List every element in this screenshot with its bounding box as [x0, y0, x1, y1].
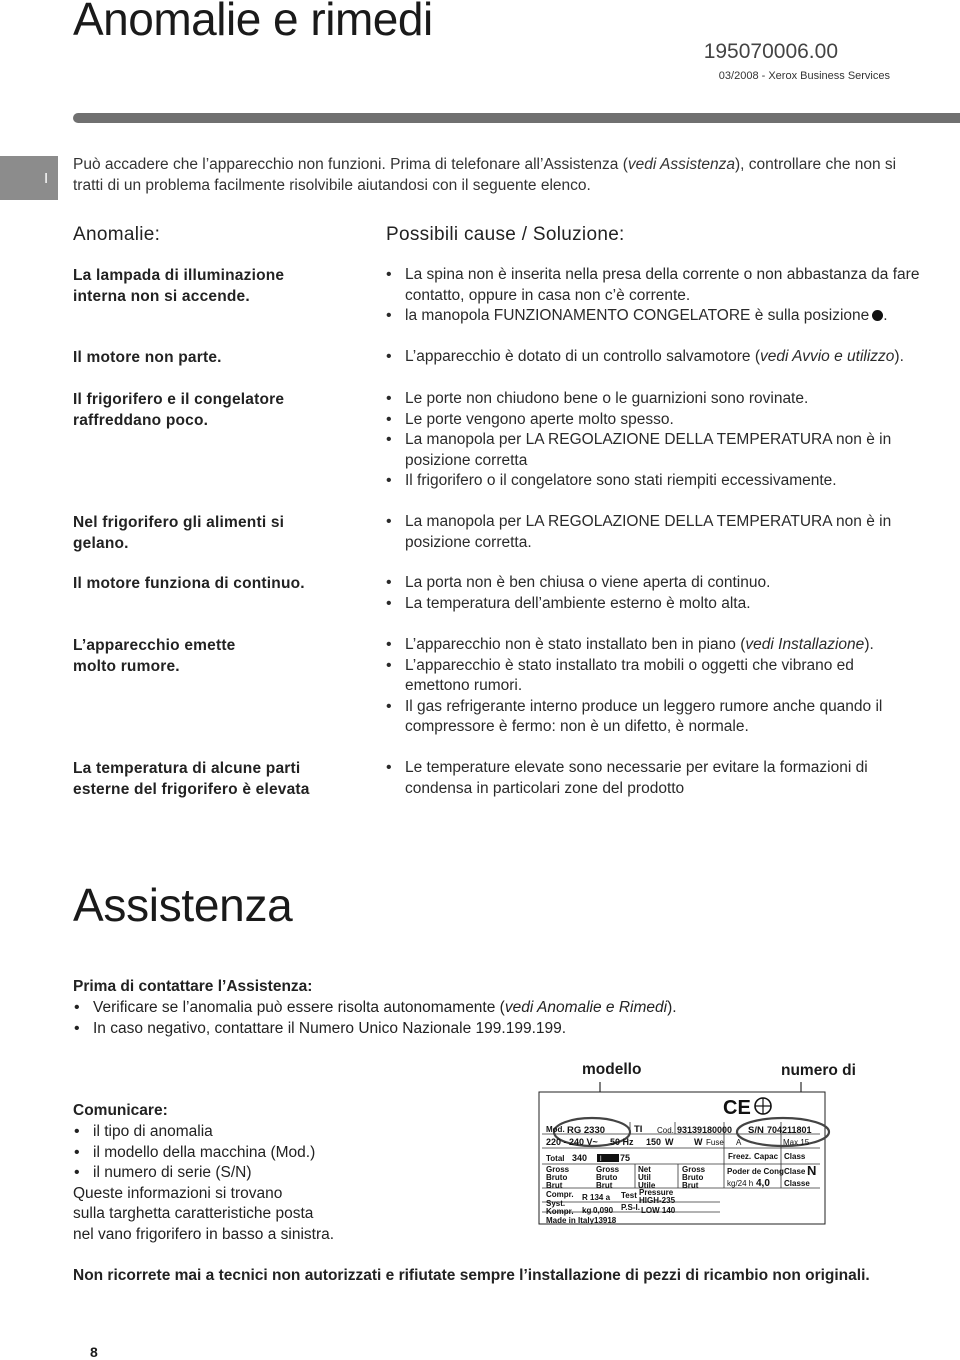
cause-item: • La manopola per LA REGOLAZIONE DELLA TEMPERATURA non è in posizione corretta. — [385, 512, 915, 553]
svg-text:Bruto: Bruto — [546, 1173, 568, 1182]
svg-text:340: 340 — [572, 1153, 588, 1163]
anomaly-low-cooling: Il frigorifero e il congelatore raffreddano poco. — [73, 391, 285, 429]
svg-text:Gross: Gross — [682, 1165, 706, 1174]
svg-text:Util: Util — [638, 1173, 651, 1182]
svg-text:4,0: 4,0 — [756, 1178, 770, 1189]
cause-item: • L’apparecchio è stato installato tra mobili o oggetti che vibrano ed emettono rumori. — [385, 656, 875, 697]
svg-text:Fuse: Fuse — [706, 1138, 724, 1147]
page-number: 8 — [90, 1344, 98, 1360]
svg-text:Freez.: Freez. — [728, 1152, 752, 1161]
info-line: Queste informazioni si trovano — [73, 1184, 283, 1202]
cause-item: • La porta non è ben chiusa o viene aperta di continuo. — [385, 573, 960, 594]
svg-text:TI: TI — [634, 1124, 643, 1135]
svg-text:Mod.: Mod. — [546, 1125, 565, 1134]
svg-text:A: A — [736, 1138, 742, 1147]
anomaly-motor-not-start: Il motore non parte. — [73, 349, 222, 366]
svg-text:Bruto: Bruto — [596, 1173, 618, 1182]
svg-text:Poder de Cong: Poder de Cong — [727, 1167, 784, 1176]
language-tab — [0, 156, 58, 200]
svg-text:Net: Net — [638, 1165, 651, 1174]
language-tab-label: I — [44, 170, 49, 187]
svg-text:S/N: S/N — [748, 1125, 764, 1136]
anomaly-hot-parts: La temperatura di alcune parti esterne del frigorifero è elevata — [73, 760, 310, 798]
intro-text-1: Può accadere che l’apparecchio non funzioni. Prima di telefonare all’Assistenza ( — [73, 156, 628, 173]
svg-text:Classe: Classe — [784, 1179, 810, 1188]
communicate-heading: Comunicare: — [73, 1102, 168, 1119]
svg-text:150: 150 — [646, 1137, 662, 1147]
rating-plate — [520, 1082, 860, 1232]
intro-reference: vedi Assistenza — [627, 156, 735, 173]
list-item: • il tipo di anomalia — [73, 1122, 393, 1143]
svg-text:Syst.: Syst. — [546, 1199, 566, 1208]
anomalies-heading: Anomalie: — [73, 224, 161, 245]
svg-text:N: N — [807, 1163, 817, 1178]
svg-text:CE: CE — [723, 1097, 751, 1119]
svg-text:704211801: 704211801 — [767, 1125, 812, 1135]
svg-text:RG 2330: RG 2330 — [567, 1125, 606, 1136]
filled-circle-icon — [872, 310, 883, 321]
svg-text:Brut: Brut — [682, 1181, 699, 1190]
causes-heading: Possibili cause / Soluzione: — [386, 224, 625, 245]
cause-item — [385, 635, 925, 656]
svg-text:Kompr.: Kompr. — [546, 1207, 574, 1216]
svg-text:50 Hz: 50 Hz — [610, 1137, 634, 1147]
list-item: • il modello della macchina (Mod.) — [73, 1143, 393, 1164]
svg-text:Gross: Gross — [546, 1165, 570, 1174]
cause-reference: vedi Avvio e utilizzo — [760, 348, 895, 365]
cause-reference: vedi Installazione — [745, 636, 865, 653]
svg-text:Max 15: Max 15 — [783, 1138, 810, 1147]
cause-item-text: la manopola FUNZIONAMENTO CONGELATORE è sulla posizione — [405, 307, 870, 324]
svg-text:93139180000: 93139180000 — [677, 1125, 733, 1135]
list-item: • il numero di serie (S/N) — [73, 1163, 393, 1184]
svg-text:Pressure: Pressure — [639, 1188, 674, 1197]
svg-text:Brut: Brut — [546, 1181, 563, 1190]
svg-text:220 - 240 V~: 220 - 240 V~ — [546, 1137, 598, 1147]
svg-text:Made in Italy: Made in Italy — [546, 1216, 595, 1225]
svg-text:kg: kg — [582, 1206, 592, 1215]
document-date: 03/2008 - Xerox Business Services — [718, 70, 890, 82]
svg-text:Gross: Gross — [596, 1165, 620, 1174]
page-title: Anomalie e rimedi — [73, 0, 433, 45]
causes-lamp — [385, 265, 960, 327]
svg-text:R 134 a: R 134 a — [582, 1193, 611, 1202]
svg-text:Clase: Clase — [784, 1167, 806, 1176]
cause-item: • Le temperature elevate sono necessarie per evitare la formazioni di condensa in particolari zone del prodotto — [385, 758, 915, 799]
svg-text:HIGH-235: HIGH-235 — [639, 1196, 676, 1205]
causes-freezing — [385, 512, 915, 553]
list-item-reference: vedi Anomalie e Rimedi — [504, 999, 668, 1016]
svg-text:Brut: Brut — [596, 1181, 613, 1190]
list-item-text: Verificare se l’anomalia può essere risolta autonomamente ( — [93, 999, 505, 1016]
svg-text:Test: Test — [621, 1191, 637, 1200]
svg-text:Compr.: Compr. — [546, 1190, 574, 1199]
anomaly-lamp: La lampada di illuminazione interna non si accende. — [73, 267, 285, 305]
svg-text:Class: Class — [784, 1152, 806, 1161]
svg-text:75: 75 — [620, 1153, 631, 1163]
svg-text:l: l — [600, 1156, 602, 1163]
svg-text:LOW 140: LOW 140 — [641, 1206, 676, 1215]
assistance-title: Assistenza — [73, 879, 293, 931]
svg-text:Total: Total — [546, 1154, 565, 1163]
document-number: 195070006.00 — [703, 40, 838, 63]
list-item-text: ). — [667, 999, 677, 1016]
before-contact-heading: Prima di contattare l’Assistenza: — [73, 978, 313, 995]
cause-item: • Il gas refrigerante interno produce un leggero rumore anche quando il compressore è fermo: non è un difetto, è normale. — [385, 697, 925, 738]
svg-text:Utile: Utile — [638, 1181, 656, 1190]
causes-cooling — [385, 389, 915, 492]
svg-text:W: W — [694, 1137, 703, 1147]
cause-item: • La temperatura dell’ambiente esterno è molto alta. — [385, 594, 960, 615]
causes-noise — [385, 635, 925, 738]
intro-text-2: ), controllare che non si tratti di un problema facilmente risolvibile aiutandosi con il seguente elenco. — [73, 156, 897, 194]
communicate-list — [73, 1122, 393, 1245]
svg-text:Cod.: Cod. — [657, 1126, 674, 1135]
info-line: sulla targhetta caratteristiche posta — [73, 1205, 314, 1222]
before-contact-list — [73, 998, 873, 1039]
list-item — [73, 998, 873, 1019]
causes-motor — [385, 347, 960, 368]
anomaly-noise: L’apparecchio emette molto rumore. — [73, 637, 236, 675]
header-rule — [73, 113, 960, 123]
cause-item-text: L’apparecchio è dotato di un controllo salvamotore ( — [405, 348, 760, 365]
serial-callout-label: numero di — [781, 1062, 856, 1079]
causes-continuous — [385, 573, 960, 614]
cause-item: • Il frigorifero o il congelatore sono stati riempiti eccessivamente. — [385, 471, 915, 492]
cause-item: • la manopola FUNZIONAMENTO CONGELATORE è sulla posizione . — [385, 306, 960, 327]
svg-text:13918: 13918 — [594, 1216, 617, 1225]
svg-text:0,090: 0,090 — [593, 1206, 614, 1215]
svg-text:P.S-I.: P.S-I. — [621, 1203, 640, 1212]
cause-item-text: ). — [864, 636, 874, 653]
intro-paragraph — [73, 154, 923, 196]
anomaly-motor-continuous: Il motore funziona di continuo. — [73, 575, 305, 592]
cause-item-text: L’apparecchio non è stato installato ben in piano ( — [405, 636, 746, 653]
svg-text:W: W — [665, 1137, 674, 1147]
cause-item: • Le porte vengono aperte molto spesso. — [385, 410, 915, 431]
cause-item: • La spina non è inserita nella presa della corrente o non abbastanza da fare contatto, oppure in casa non c’è corrente. — [385, 265, 960, 306]
info-line: nel vano frigorifero in basso a sinistra. — [73, 1225, 335, 1243]
causes-hot-parts — [385, 758, 915, 799]
warning-note: Non ricorrete mai a tecnici non autorizzati e rifiutate sempre l’installazione di pezzi di ricambio non originali. — [73, 1267, 870, 1284]
list-item: • In caso negativo, contattare il Numero Unico Nazionale 199.199.199. — [73, 1019, 873, 1040]
svg-text:kg/24 h: kg/24 h — [727, 1179, 754, 1188]
cause-item: • La manopola per LA REGOLAZIONE DELLA TEMPERATURA non è in posizione corretta — [385, 430, 915, 471]
svg-text:Capac: Capac — [754, 1152, 779, 1161]
anomaly-food-freezing: Nel frigorifero gli alimenti si gelano. — [73, 514, 285, 552]
svg-text:Bruto: Bruto — [682, 1173, 704, 1182]
cause-item-text: ). — [894, 348, 904, 365]
cause-item — [385, 347, 960, 368]
model-callout-label: modello — [582, 1061, 642, 1078]
cause-item: • Le porte non chiudono bene o le guarnizioni sono rovinate. — [385, 389, 915, 410]
